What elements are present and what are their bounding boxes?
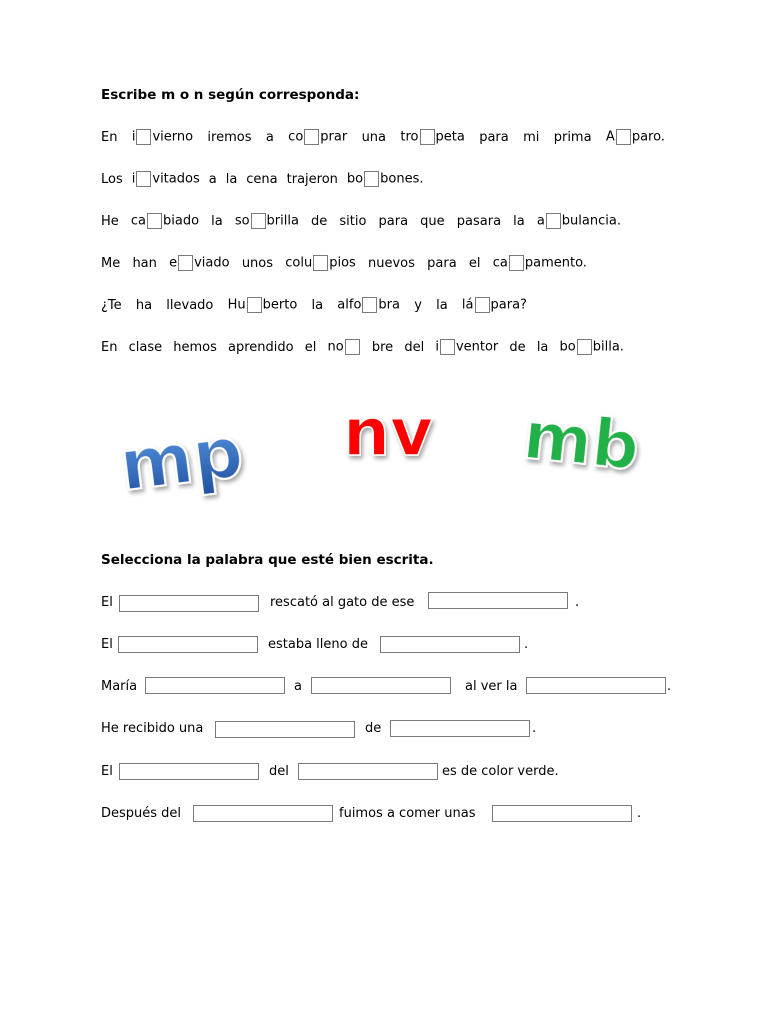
- letter-box[interactable]: [420, 129, 435, 145]
- word: Hu: [227, 297, 246, 313]
- line-text: fuimos a comer unas: [339, 806, 476, 821]
- word: bre: [371, 339, 394, 355]
- line-text: He recibido una: [101, 721, 204, 736]
- word: prima: [553, 129, 592, 145]
- word-select[interactable]: [215, 721, 355, 738]
- word: peta: [435, 129, 465, 145]
- word: vitados: [152, 171, 200, 187]
- word-select[interactable]: [380, 636, 520, 653]
- word-group: [131, 213, 199, 229]
- sentence-6: [101, 339, 624, 355]
- word: bones.: [380, 171, 424, 187]
- word: vierno: [152, 129, 194, 145]
- word: e: [169, 255, 178, 271]
- word-select[interactable]: [298, 763, 438, 780]
- sentence-1: [101, 129, 665, 145]
- word: iremos: [207, 129, 252, 145]
- word: bulancia.: [561, 213, 621, 229]
- letter-box[interactable]: [364, 171, 379, 187]
- word-art-mp: mp: [115, 410, 248, 508]
- word: el: [468, 255, 481, 271]
- line-text: .: [667, 679, 672, 694]
- word: pasara: [456, 213, 502, 229]
- word: del: [404, 339, 425, 355]
- line-text: estaba lleno de: [268, 637, 368, 652]
- line-text: El: [101, 764, 113, 779]
- word-group: [462, 297, 527, 313]
- word-select[interactable]: [119, 595, 259, 612]
- word-select[interactable]: [390, 720, 530, 737]
- letter-box[interactable]: [178, 255, 193, 271]
- word: En: [101, 339, 118, 355]
- word: unos: [241, 255, 274, 271]
- word-group: [235, 213, 299, 229]
- letter-box[interactable]: [440, 339, 455, 355]
- word: aprendido: [228, 339, 294, 355]
- word-group: [288, 129, 347, 145]
- word-group: [132, 171, 200, 187]
- word: prar: [320, 129, 348, 145]
- line-text: María: [101, 679, 138, 694]
- word-art-mb: mb: [519, 396, 644, 486]
- word-group: [606, 129, 665, 145]
- word-select[interactable]: [119, 763, 259, 780]
- word: so: [234, 213, 250, 229]
- word: para?: [490, 297, 527, 313]
- letter-box[interactable]: [147, 213, 162, 229]
- word: biado: [163, 213, 200, 229]
- word: brilla: [266, 213, 299, 229]
- letter-box[interactable]: [509, 255, 524, 271]
- word-group: [337, 297, 400, 313]
- word: clase: [128, 339, 163, 355]
- line-text: a: [294, 679, 302, 694]
- word-group: [328, 339, 361, 355]
- word-group: [537, 213, 621, 229]
- word: ca: [130, 213, 146, 229]
- word: alfo: [337, 297, 362, 313]
- word: de: [509, 339, 526, 355]
- letter-box[interactable]: [616, 129, 631, 145]
- word-select[interactable]: [526, 677, 666, 694]
- line-text: .: [532, 721, 537, 736]
- word: la: [436, 297, 448, 313]
- word-group: [400, 129, 464, 145]
- word: bra: [378, 297, 400, 313]
- word: y: [414, 297, 422, 313]
- word: a: [536, 213, 545, 229]
- word: bo: [559, 339, 576, 355]
- letter-box[interactable]: [247, 297, 262, 313]
- section2-title: Selecciona la palabra que esté bien escrita.: [101, 552, 434, 568]
- word: pios: [329, 255, 356, 271]
- word: no: [327, 339, 344, 355]
- word-group: [493, 255, 587, 271]
- word-select[interactable]: [428, 592, 568, 609]
- line-text: al ver la: [465, 679, 518, 694]
- word: He: [101, 213, 119, 229]
- line-text: rescató al gato de ese: [270, 595, 415, 610]
- sentence-3: [101, 213, 621, 229]
- word: co: [288, 129, 304, 145]
- line-text: .: [524, 637, 529, 652]
- word: para: [378, 213, 409, 229]
- line-text: es de color verde.: [442, 764, 559, 779]
- word-select[interactable]: [118, 636, 258, 653]
- word: sitio: [339, 213, 367, 229]
- line-text: El: [101, 637, 113, 652]
- word: que: [420, 213, 445, 229]
- sentence-5: [101, 297, 527, 313]
- word: hemos: [173, 339, 217, 355]
- word: la: [211, 213, 223, 229]
- word: paro.: [631, 129, 665, 145]
- word: a: [208, 171, 217, 187]
- word: ventor: [455, 339, 499, 355]
- word: ha: [135, 297, 153, 313]
- word-select[interactable]: [145, 677, 285, 694]
- letter-box[interactable]: [345, 339, 360, 355]
- word: para: [479, 129, 509, 145]
- word-group: [347, 171, 424, 187]
- sentence-4: [101, 255, 587, 271]
- word: viado: [194, 255, 230, 271]
- word-group: [228, 297, 298, 313]
- letter-box[interactable]: [136, 129, 151, 145]
- sentence-2: [101, 171, 424, 187]
- word: ca: [492, 255, 508, 271]
- word: han: [132, 255, 157, 271]
- word: pamento.: [524, 255, 587, 271]
- word: Los: [101, 171, 123, 187]
- word: trajeron: [286, 171, 338, 187]
- letter-box[interactable]: [475, 297, 490, 313]
- word: cena: [246, 171, 278, 187]
- line-text: de: [365, 721, 382, 736]
- word: colu: [285, 255, 313, 271]
- word: bo: [346, 171, 364, 187]
- line-text: .: [637, 806, 642, 821]
- word: i: [435, 339, 439, 355]
- word: nuevos: [368, 255, 415, 271]
- word: el: [304, 339, 317, 355]
- word: de: [311, 213, 328, 229]
- letter-box[interactable]: [136, 171, 151, 187]
- word-select[interactable]: [311, 677, 451, 694]
- word-group: [285, 255, 356, 271]
- letter-box[interactable]: [313, 255, 328, 271]
- word: A: [605, 129, 615, 145]
- word: En: [101, 129, 118, 145]
- word: Me: [101, 255, 121, 271]
- word-group: [435, 339, 498, 355]
- word: para: [427, 255, 457, 271]
- letter-box[interactable]: [546, 213, 561, 229]
- line-text: El: [101, 595, 113, 610]
- word-group: [169, 255, 229, 271]
- letter-box[interactable]: [577, 339, 592, 355]
- letter-box[interactable]: [251, 213, 266, 229]
- word-group: [132, 129, 193, 145]
- line-text: .: [575, 595, 580, 610]
- section1-title: Escribe m o n según corresponda:: [101, 87, 360, 103]
- letter-box[interactable]: [304, 129, 319, 145]
- word: ¿Te: [101, 297, 122, 313]
- word-art: [0, 390, 768, 510]
- line-text: Después del: [101, 806, 182, 821]
- word: llevado: [166, 297, 214, 313]
- word: una: [361, 129, 387, 145]
- word: lá: [461, 297, 474, 313]
- word: a: [265, 129, 274, 145]
- word-art-nv: nv: [343, 394, 434, 471]
- line-text: del: [269, 764, 289, 779]
- word: la: [311, 297, 324, 313]
- letter-box[interactable]: [362, 297, 377, 313]
- word: i: [131, 129, 136, 145]
- word: tro: [400, 129, 419, 145]
- word-group: [560, 339, 624, 355]
- word: la: [513, 213, 525, 229]
- word: mi: [523, 129, 540, 145]
- word-select[interactable]: [492, 805, 632, 822]
- word: la: [225, 171, 238, 187]
- word: i: [131, 171, 136, 187]
- word: billa.: [592, 339, 624, 355]
- word: berto: [262, 297, 298, 313]
- word-select[interactable]: [193, 805, 333, 822]
- word: la: [536, 339, 549, 355]
